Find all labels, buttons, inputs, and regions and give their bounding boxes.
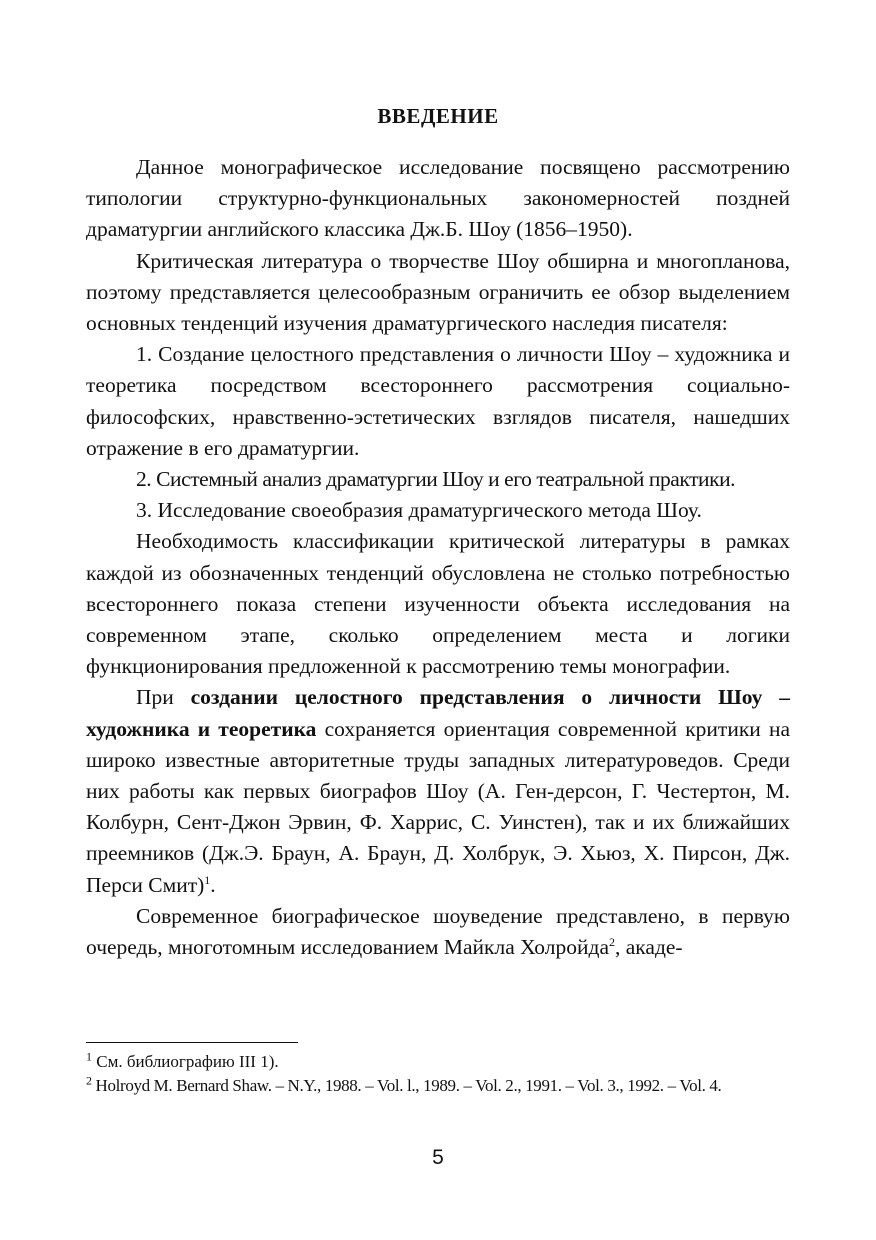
- list-item-1: 1. Создание целостного представления о личности Шоу – художника и теоретика посредством всестороннего рассмотрения социально-философских, нравственно-эстетических взглядов писателя, нашедших отражение в его драматургии.: [86, 342, 790, 460]
- paragraph-critical-literature: Критическая литература о творчестве Шоу обширна и многопланова, поэтому представляется целесообразным ограничить ее обзор выделением основных тенденций изучения драматургического наследия писателя:: [86, 248, 790, 336]
- paragraph-holistic-view: [86, 682, 790, 900]
- chapter-heading: ВВЕДЕНИЕ: [377, 104, 499, 128]
- footnote-divider: [86, 1042, 298, 1043]
- footnotes: [86, 1050, 790, 1098]
- footnote-mark-2: 2: [86, 1073, 92, 1088]
- page-body: [86, 100, 790, 963]
- footnote-2: [86, 1074, 790, 1098]
- paragraph-modern-biography-end: , акаде-: [614, 935, 683, 960]
- footnote-ref-2[interactable]: 2: [608, 934, 615, 949]
- footnote-mark-1: 1: [86, 1049, 92, 1064]
- paragraph-modern-biography: [86, 901, 790, 963]
- paragraph-holistic-view-bold: создании целостного представления о личности Шоу – художника и теоретика: [86, 685, 790, 741]
- list-item-2: 2. Системный анализ драматургии Шоу и его театральной практики.: [136, 467, 736, 492]
- footnote-1: [86, 1050, 790, 1074]
- page-number: 5: [432, 1146, 444, 1169]
- paragraph-intro: Данное монографическое исследование посвящено рассмотрению типологии структурно-функциональных закономерностей поздней драматургии английского классика Дж.Б. Шоу (1856–1950).: [86, 155, 790, 242]
- paragraph-classification: Необходимость классификации критической литературы в рамках каждой из обозначенных тенденций обусловлена не столько потребностью всестороннего показа степени изученности объекта исследования на современном этапе, сколько определением места и логики функционирования предложенной к рассмотрению темы монографии.: [86, 529, 790, 679]
- footnote-text-2: Holroyd M. Bernard Shaw. – N.Y., 1988. – Vol. l., 1989. – Vol. 2., 1991. – Vol. 3., 1992. – Vol. 4.: [91, 1076, 722, 1095]
- paragraph-modern-biography-start: Современное биографическое шоуведение представлено, в первую очередь, многотомным исследованием Майкла Холройда: [86, 903, 790, 960]
- footnote-ref-1[interactable]: 1: [204, 872, 211, 887]
- paragraph-holistic-view-start: При: [136, 685, 191, 710]
- list-item-3: 3. Исследование своеобразия драматургического метода Шоу.: [136, 498, 702, 523]
- footnote-text-1: См. библиографию III 1).: [92, 1052, 279, 1071]
- paragraph-holistic-view-end: .: [210, 872, 216, 897]
- paragraph-holistic-view-rest: сохраняется ориентация современной критики на широко известные авторитетные труды западных литературоведов. Среди них работы как первых биографов Шоу (А. Ген-дерсон, Г. Честертон, М. Колбурн, Сент-Джон Эрвин, Ф. Харрис, С. Уинстен), так и их ближайших преемников (Дж.Э. Браун, А. Браун, Д. Холбрук, Э. Хьюз, Х. Пирсон, Дж. Перси Смит): [86, 716, 790, 897]
